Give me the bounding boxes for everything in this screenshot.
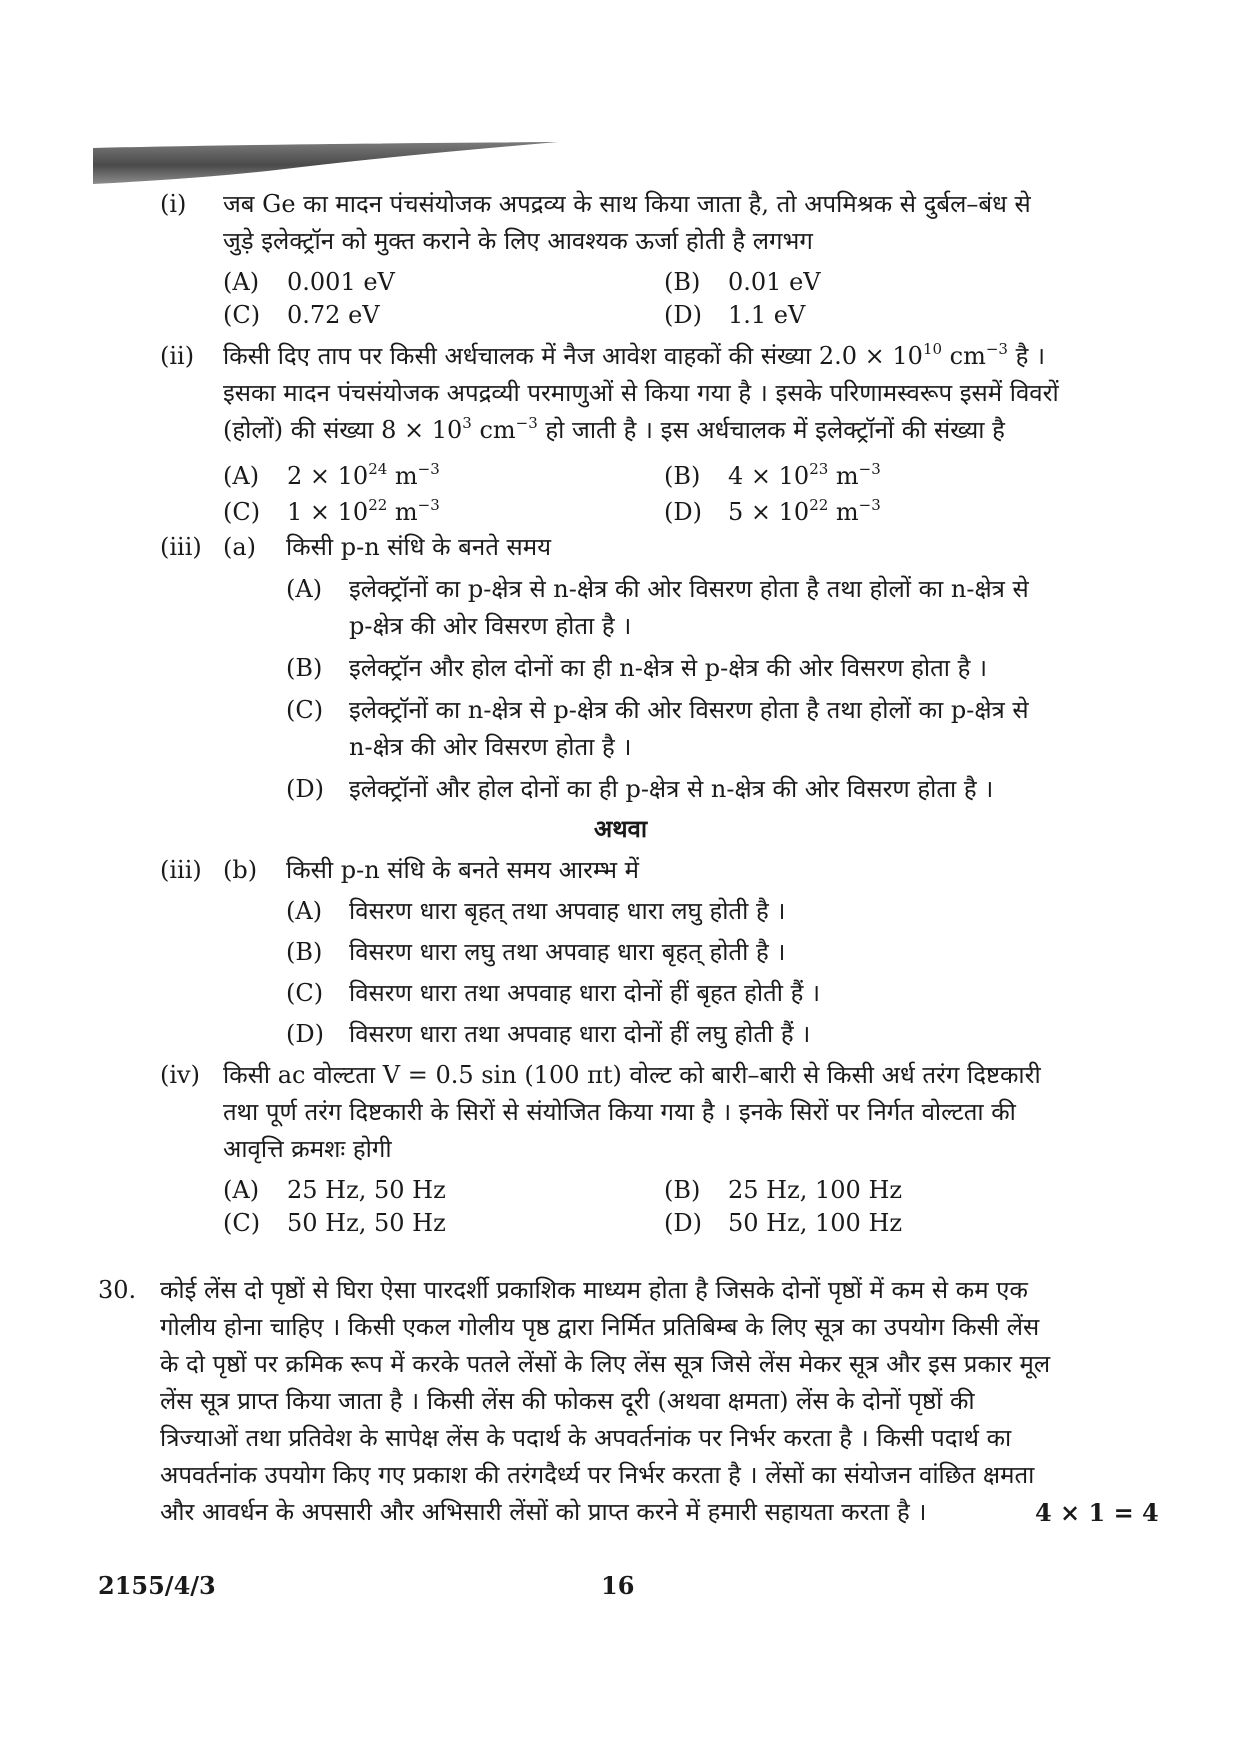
option-label: (C) [286,979,324,1007]
question-number: (i) [160,190,187,218]
option-label: (B) [664,1176,701,1204]
option-value: 25 Hz, 50 Hz [287,1176,446,1204]
question-number: 30. [98,1276,137,1304]
option-label: (D) [664,301,702,329]
question-text-line: किसी ac वोल्टता V = 0.5 sin (100 πt) वोल्ट को बारी–बारी से किसी अर्ध तरंग दिष्टकारी [223,1061,1041,1089]
option-value: विसरण धारा लघु तथा अपवाह धारा बृहत् होती है । [349,938,786,966]
sub-question-label: (b) [223,856,258,884]
option-value: विसरण धारा बृहत् तथा अपवाह धारा लघु होती है । [349,897,786,925]
option-value: 0.001 eV [287,268,395,296]
option-value: $2 \times 10^{24}$ $m^{-3}$ [287,460,440,490]
option-value: इलेक्ट्रॉनों का n-क्षेत्र से p-क्षेत्र की ओर विसरण होता है तथा होलों का p-क्षेत्र से [349,696,1029,724]
option-label: (A) [286,897,323,925]
question-number: (iii) [160,856,202,884]
question-text-line: जब Ge का मादन पंचसंयोजक अपद्रव्य के साथ किया जाता है, तो अपमिश्रक से दुर्बल–बंध से [223,190,1031,218]
marks-label: 4 × 1 = 4 [1035,1498,1159,1527]
option-label: (C) [223,498,261,526]
question-text-line: तथा पूर्ण तरंग दिष्टकारी के सिरों से संयोजित किया गया है । इनके सिरों पर निर्गत वोल्टता की [223,1098,1016,1126]
option-value: n-क्षेत्र की ओर विसरण होता है । [349,733,632,761]
option-value: $5 \times 10^{22}$ $m^{-3}$ [728,496,881,526]
option-value: विसरण धारा तथा अपवाह धारा दोनों हीं बृहत होती हैं । [349,979,821,1007]
option-label: (A) [223,268,260,296]
question-stem: किसी p-n संधि के बनते समय आरम्भ में [286,856,640,884]
header-decoration-bar [93,142,558,184]
option-value: 1.1 eV [728,301,806,329]
paper-code: 2155/4/3 [98,1571,216,1600]
option-label: (C) [223,301,261,329]
question-text-line: आवृत्ति क्रमशः होगी [223,1135,392,1163]
sub-question-label: (a) [223,533,257,561]
option-label: (A) [286,575,323,603]
option-label: (D) [286,775,324,803]
option-label: (B) [664,268,701,296]
paragraph-line: त्रिज्याओं तथा प्रतिवेश के सापेक्ष लेंस के पदार्थ के अपवर्तनांक पर निर्भर करता है । किसी पदार्थ का [160,1424,1012,1452]
option-label: (A) [223,1176,260,1204]
option-value: 50 Hz, 100 Hz [728,1209,903,1237]
paragraph-line: अपवर्तनांक उपयोग किए गए प्रकाश की तरंगदैर्ध्य पर निर्भर करता है । लेंसों का संयोजन वांछित क्षमता [160,1461,1035,1489]
option-value: $4 \times 10^{23}$ $m^{-3}$ [728,460,881,490]
option-value: p-क्षेत्र की ओर विसरण होता है । [349,612,632,640]
paragraph-line: कोई लेंस दो पृष्ठों से घिरा ऐसा पारदर्शी प्रकाशिक माध्यम होता है जिसके दोनों पृष्ठों में कम से कम एक [160,1276,1028,1304]
paragraph-line: लेंस सूत्र प्राप्त किया जाता है । किसी लेंस की फोकस दूरी (अथवा क्षमता) लेंस के दोनों पृष्ठों की [160,1387,975,1415]
option-label: (A) [223,462,260,490]
paragraph-line: और आवर्धन के अपसारी और अभिसारी लेंसों को प्राप्त करने में हमारी सहायता करता है । [160,1498,927,1526]
question-number: (ii) [160,342,195,370]
option-label: (C) [223,1209,261,1237]
option-value: विसरण धारा तथा अपवाह धारा दोनों हीं लघु होती हैं । [349,1020,811,1048]
option-label: (B) [664,462,701,490]
option-value: $1 \times 10^{22}$ $m^{-3}$ [287,496,440,526]
option-label: (D) [664,1209,702,1237]
option-value: इलेक्ट्रॉनों का p-क्षेत्र से n-क्षेत्र की ओर विसरण होता है तथा होलों का n-क्षेत्र से [349,575,1029,603]
option-label: (D) [664,498,702,526]
question-text-line: (होलों) की संख्या $8 \times 10^3$ $cm^{-3}$ हो जाती है । इस अर्धचालक में इलेक्ट्रॉनों की संख्या है [223,414,1005,444]
option-label: (C) [286,696,324,724]
option-value: 25 Hz, 100 Hz [728,1176,903,1204]
question-text-line: जुड़े इलेक्ट्रॉन को मुक्त कराने के लिए आवश्यक ऊर्जा होती है लगभग [223,227,813,255]
question-text-line: इसका मादन पंचसंयोजक अपद्रव्यी परमाणुओं से किया गया है । इसके परिणामस्वरूप इसमें विवरों [223,379,1059,407]
page-number: 16 [601,1571,635,1600]
paragraph-line: के दो पृष्ठों पर क्रमिक रूप में करके पतले लेंसों के लिए लेंस सूत्र जिसे लेंस मेकर सूत्र और इस प्रकार मूल [160,1350,1051,1378]
option-value: इलेक्ट्रॉनों और होल दोनों का ही p-क्षेत्र से n-क्षेत्र की ओर विसरण होता है । [349,775,994,803]
option-label: (D) [286,1020,324,1048]
option-label: (B) [286,938,323,966]
option-value: 0.72 eV [287,301,380,329]
question-number: (iv) [160,1061,200,1089]
paragraph-line: गोलीय होना चाहिए । किसी एकल गोलीय पृष्ठ द्वारा निर्मित प्रतिबिम्ब के लिए सूत्र का उपयोग किसी लेंस [160,1313,1040,1341]
option-value: 50 Hz, 50 Hz [287,1209,446,1237]
option-value: इलेक्ट्रॉन और होल दोनों का ही n-क्षेत्र से p-क्षेत्र की ओर विसरण होता है । [349,654,988,682]
or-separator: अथवा [593,814,648,843]
question-text-line: किसी दिए ताप पर किसी अर्धचालक में नैज आवेश वाहकों की संख्या $2.0 \times 10^{10}$ $cm^{-3}$ है । [223,340,1046,370]
option-label: (B) [286,654,323,682]
question-number: (iii) [160,533,202,561]
question-stem: किसी p-n संधि के बनते समय [286,533,551,561]
option-value: 0.01 eV [728,268,821,296]
